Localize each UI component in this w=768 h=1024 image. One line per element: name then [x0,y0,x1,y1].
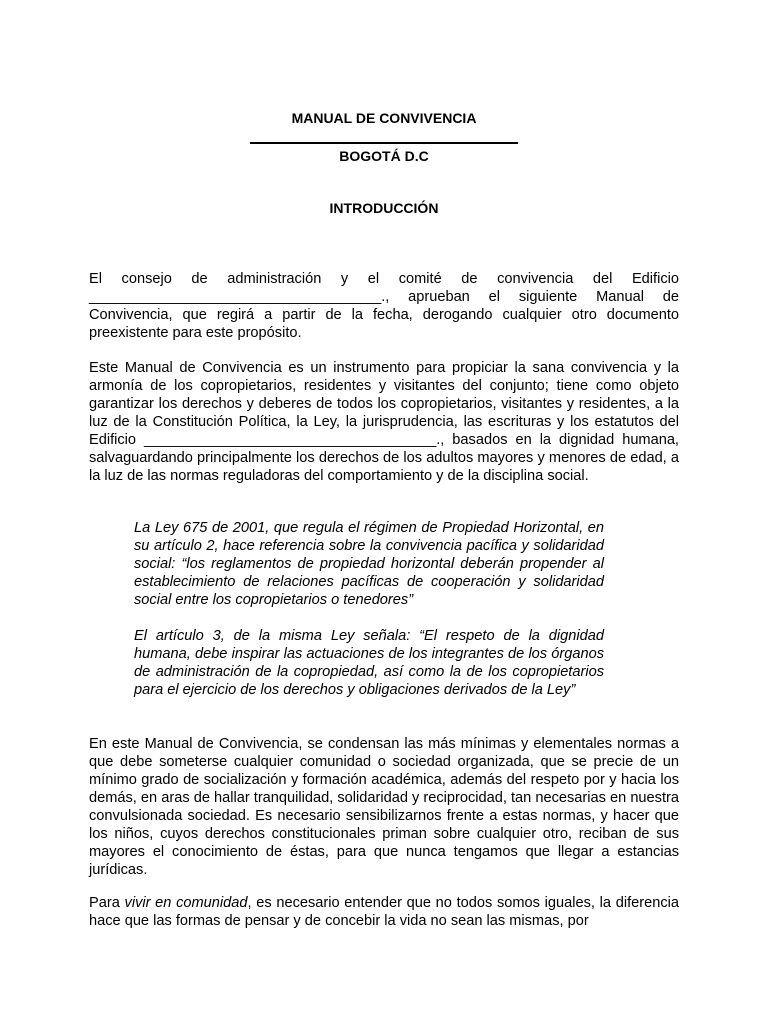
paragraph-community-rest: , es necesario entender que no todos somos iguales, la diferencia hace que las formas de pensar y de concebir la vida no sean las mismas, por [89,895,679,929]
quote-articulo-3: El artículo 3, de la misma Ley señala: “El respeto de la dignidad humana, debe inspirar las actuaciones de los integrantes de los órganos de administración de la copropiedad, así como la de los copropietarios para el ejercicio de los derechos y obligaciones derivados de la Ley” [134,628,604,698]
paragraph-norms: En este Manual de Convivencia, se condensan las más mínimas y elementales normas a que debe someterse cualquier comunidad o sociedad organizada, que se precie de un mínimo grado de socialización y formación académica, además del respeto por y hacia los demás, en aras de hallar tranquilidad, solidaridad y reciprocidad, tan necesarias en nuestra convulsionada sociedad. Es necesario sensibilizarnos frente a estas normas, y hacer que los niños, cuyos derechos constitucionales priman sobre cualquier otro, reciban de sus mayores el conocimiento de éstas, para que nunca tengamos que llegar a estancias jurídicas. [89,736,679,878]
title-underline [250,142,518,144]
paragraph-community-start: Para [89,895,125,911]
document-city: BOGOTÁ D.C [339,148,429,164]
paragraph-approval: El consejo de administración y el comité de convivencia del Edificio ____________________________________., aprueban el siguiente Manual de Convivencia, que regirá a partir de la fecha, derogando cualquier otro documento preexistente para este propósito. [89,271,679,341]
paragraph-community [89,894,679,930]
paragraph-purpose: Este Manual de Convivencia es un instrumento para propiciar la sana convivencia y la armonía de los copropietarios, residentes y visitantes del conjunto; tiene como objeto garantizar los derechos y deberes de todos los copropietarios, visitantes y residentes, a la luz de la Constitución Política, la Ley, la jurisprudencia, las escrituras y los estatutos del Edificio ____________________________________., basados en la dignidad humana, salvaguardando principalmente los derechos de los adultos mayores y menores de edad, a la luz de las normas reguladoras del comportamiento y de la disciplina social. [89,360,679,484]
section-heading: INTRODUCCIÓN [329,200,439,216]
quote-ley-675-articulo-2: La Ley 675 de 2001, que regula el régimen de Propiedad Horizontal, en su artículo 2, hace referencia sobre la convivencia pacífica y solidaridad social: “los reglamentos de propiedad horizontal deberán propender al establecimiento de relaciones pacíficas de cooperación y solidaridad social entre los copropietarios o tenedores” [134,520,604,608]
paragraph-community-emphasis: vivir en comunidad [124,895,248,911]
document-title: MANUAL DE CONVIVENCIA [291,110,477,126]
